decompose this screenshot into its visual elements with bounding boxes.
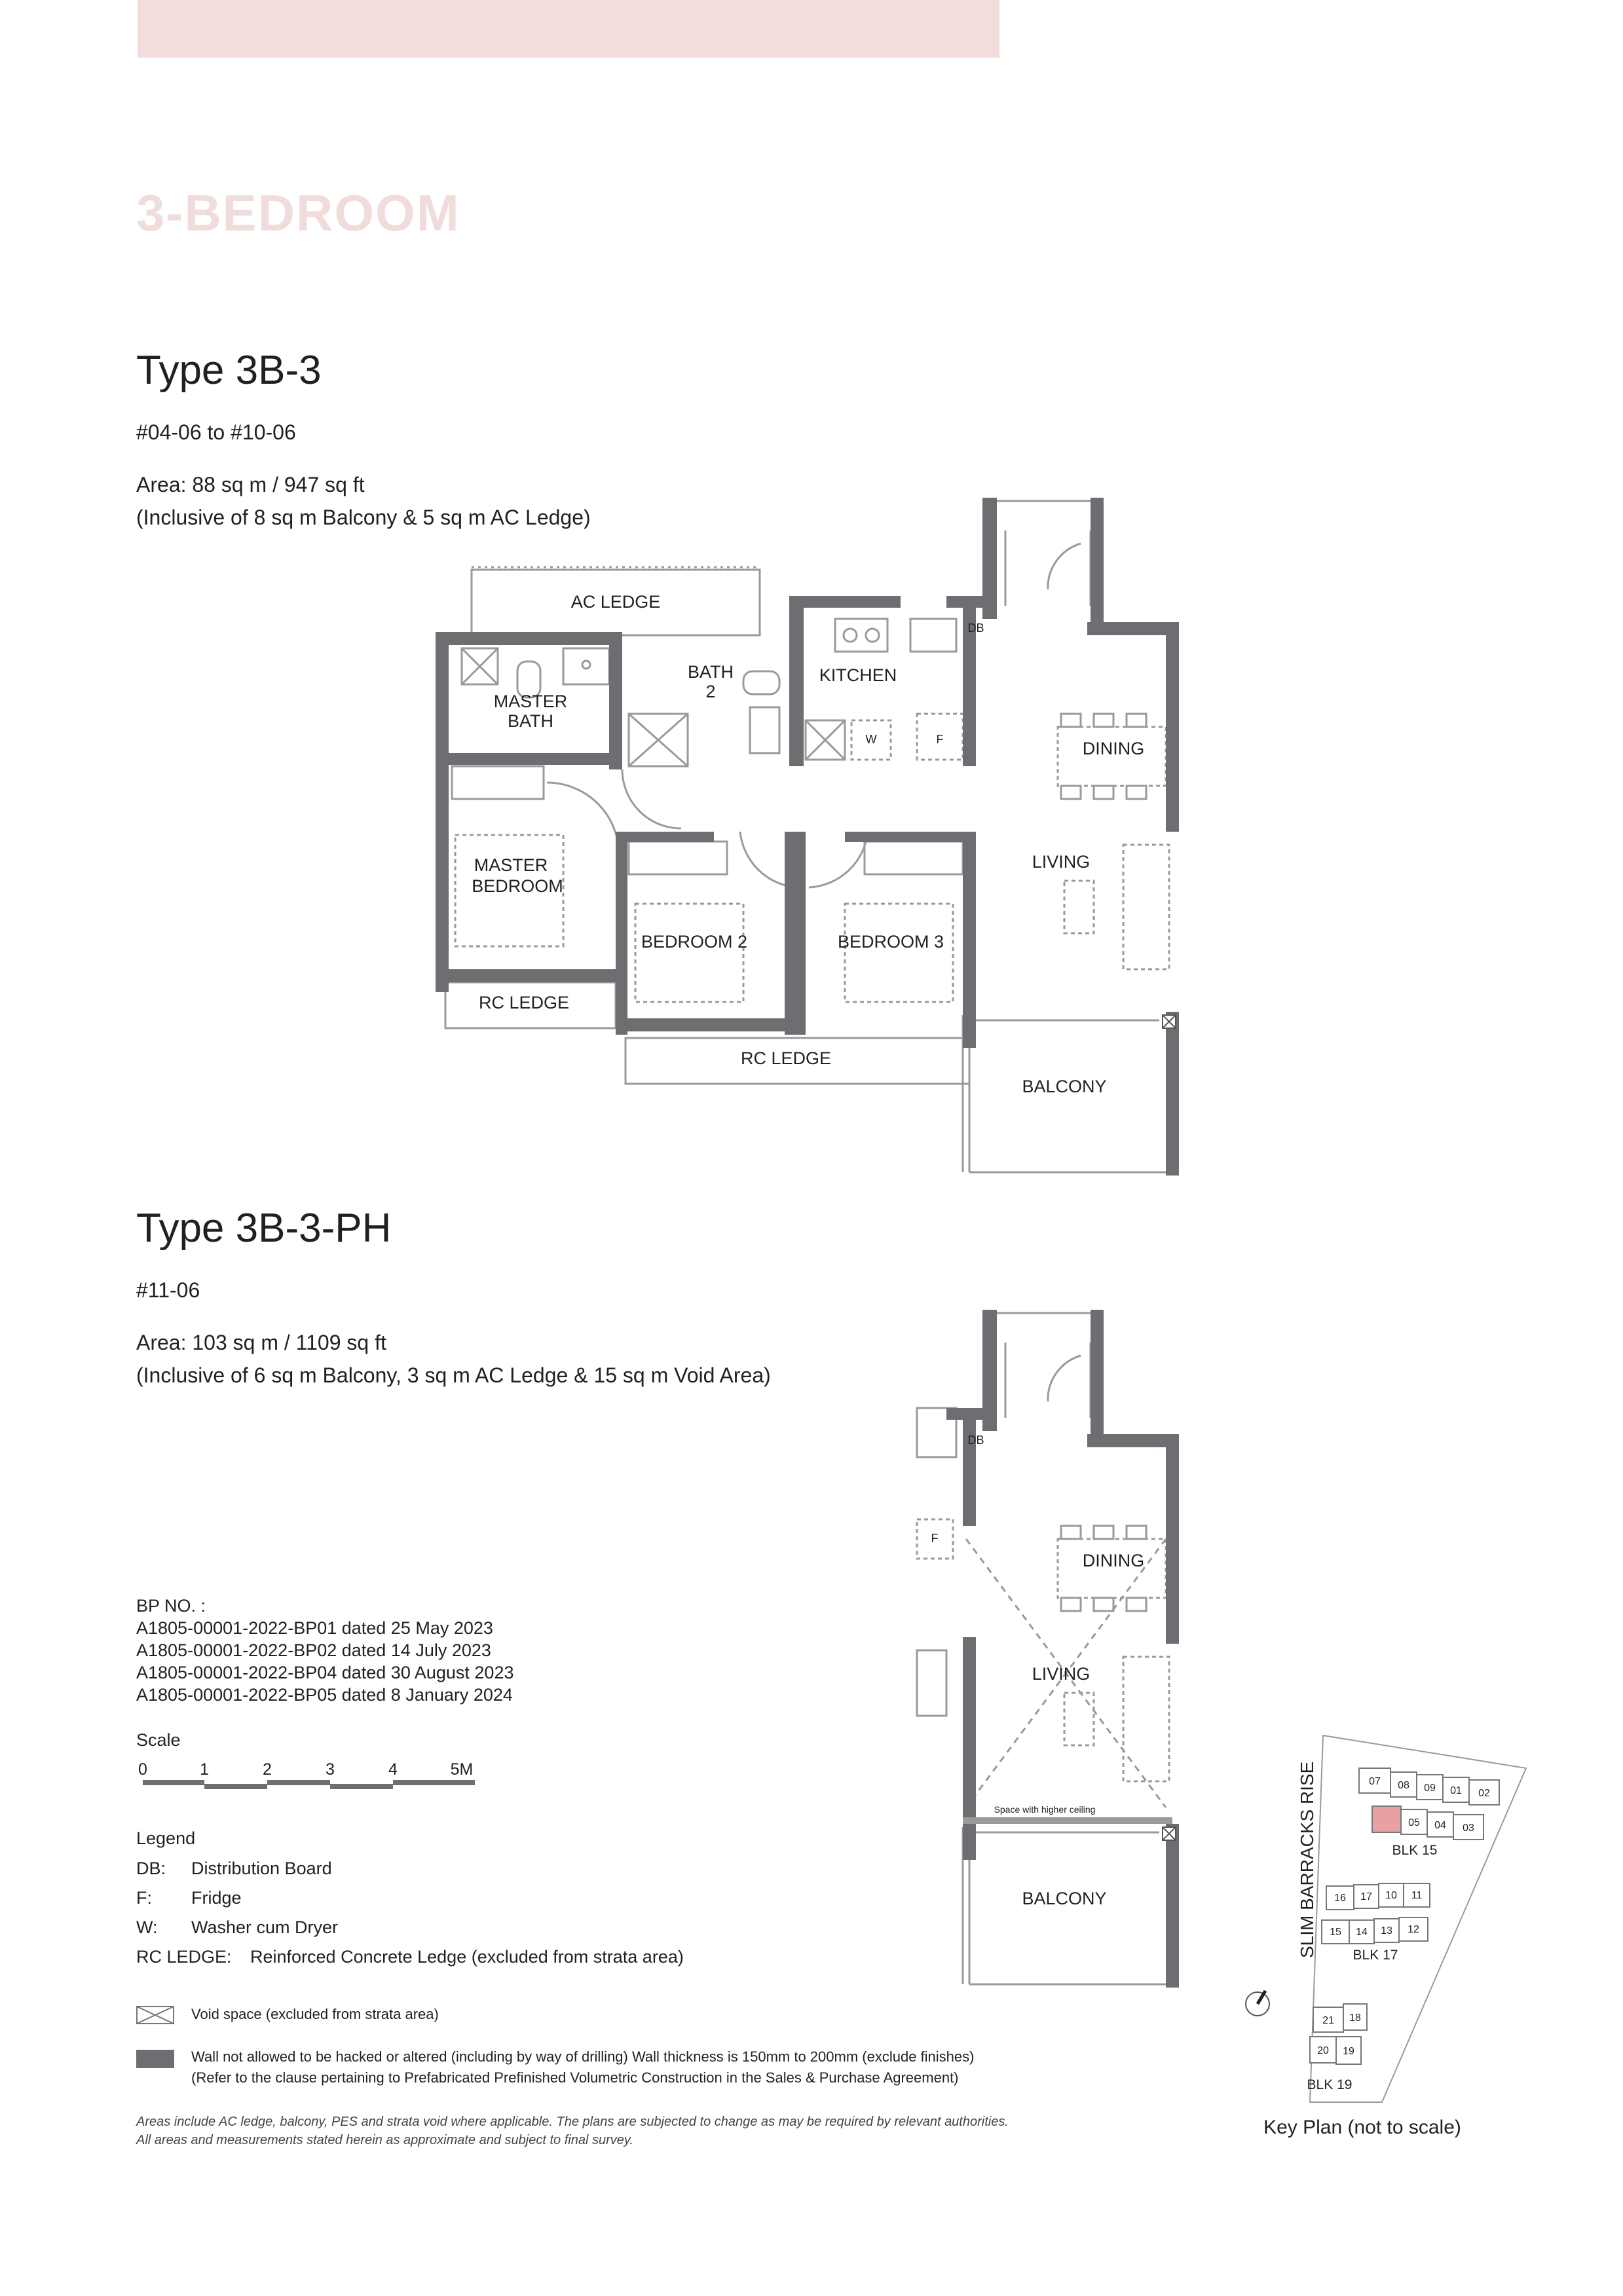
area-inclusive-text: (Inclusive of 8 sq m Balcony & 5 sq m AC Ledge)	[136, 506, 591, 529]
label-bath2-a: BATH	[687, 662, 734, 682]
basin-drain-icon	[582, 661, 590, 669]
scale-tick: 3	[326, 1760, 335, 1779]
label-bedroom-3: BEDROOM 3	[837, 932, 944, 952]
label-master-bedroom-a: MASTER	[474, 855, 548, 875]
void-legend-icon	[136, 2006, 176, 2026]
label-db: DB	[967, 621, 984, 635]
label-dining: DINING	[1082, 739, 1145, 758]
label-bath2-b: 2	[705, 682, 716, 701]
scale-tick: 1	[200, 1760, 209, 1779]
bp-line: A1805-00001-2022-BP01 dated 25 May 2023	[136, 1618, 493, 1638]
unit-number: 01	[1450, 1785, 1462, 1796]
coffee-table	[1064, 1693, 1094, 1745]
area-text: Area: 103 sq m / 1109 sq ft	[136, 1331, 386, 1354]
unit-number: 11	[1411, 1890, 1423, 1901]
unit-number: 15	[1330, 1927, 1341, 1938]
walls	[946, 1310, 1179, 1988]
door-swing	[547, 783, 619, 855]
key-plan	[1244, 1729, 1546, 2138]
type-title: Type 3B-3-PH	[136, 1206, 392, 1251]
scale-heading: Scale	[136, 1730, 181, 1750]
label-f: F	[936, 733, 944, 746]
bed-3	[845, 904, 953, 1002]
burner-icon	[866, 629, 879, 642]
walls	[436, 498, 1179, 1176]
legend-key: DB:	[136, 1859, 166, 1878]
wall-legend-note: (Refer to the clause pertaining to Prefabricated Prefinished Volumetric Construction in the Sales & Purchase Agreement)	[191, 2069, 959, 2086]
sofa	[1123, 1657, 1169, 1781]
block-label: BLK 19	[1307, 2077, 1352, 2092]
floor-plan-3b-3	[419, 491, 1192, 1179]
unit-number: 21	[1322, 2015, 1334, 2026]
unit-number: 13	[1381, 1925, 1392, 1936]
chair-icon	[1094, 786, 1113, 799]
unit-number: 14	[1356, 1927, 1368, 1938]
scale-tick: 4	[388, 1760, 398, 1779]
legend-value: Fridge	[191, 1888, 242, 1908]
unit-number: 04	[1434, 1820, 1446, 1831]
scale-tick: 5M	[450, 1760, 474, 1779]
sink-icon	[910, 619, 956, 652]
unit-number: 09	[1424, 1783, 1436, 1794]
unit-number: 08	[1398, 1780, 1409, 1791]
unit-numbers: #11-06	[136, 1278, 200, 1302]
label-db: DB	[967, 1434, 984, 1447]
wardrobe	[629, 842, 727, 874]
legend-heading: Legend	[136, 1828, 196, 1848]
label-rc-ledge: RC LEDGE	[740, 1048, 832, 1068]
entrance-door-swing	[1048, 544, 1081, 589]
label-master-bath-b: BATH	[507, 711, 554, 731]
disclaimer-line: Areas include AC ledge, balcony, PES and strata void where applicable. The plans are subjected to change as may be required by relevant authorities.	[136, 2115, 1009, 2129]
label-kitchen: KITCHEN	[819, 665, 897, 685]
scale-bar	[131, 1755, 498, 1794]
unit-number: 03	[1463, 1823, 1474, 1834]
block-label: BLK 15	[1392, 1843, 1438, 1858]
road-name: SLIM BARRACKS RISE	[1297, 1761, 1317, 1958]
label-master-bath-a: MASTER	[493, 692, 568, 711]
wall-legend-swatch	[136, 2050, 174, 2068]
header-band	[138, 0, 999, 58]
wardrobe	[452, 766, 544, 799]
legend-key: W:	[136, 1917, 158, 1937]
floor-plan-3b-3-ph	[910, 1303, 1192, 1984]
bed-2	[635, 904, 743, 1002]
label-f: F	[931, 1532, 939, 1545]
label-master-bedroom-b: BEDROOM	[472, 876, 563, 896]
unit-number: 19	[1343, 2046, 1354, 2057]
label-living: LIVING	[1032, 1664, 1091, 1684]
label-higher-ceiling: Space with higher ceiling	[994, 1804, 1096, 1815]
label-rc-ledge: RC LEDGE	[478, 993, 570, 1012]
unit-number: 02	[1478, 1788, 1490, 1799]
bath2-toilet-icon	[743, 671, 779, 694]
legend-key: RC LEDGE:	[136, 1947, 232, 1967]
legend-value: Distribution Board	[191, 1859, 332, 1878]
unit-number: 18	[1349, 2012, 1361, 2024]
chair-icon	[1127, 714, 1146, 727]
label-ac-ledge: AC LEDGE	[570, 592, 661, 612]
label-w: W	[865, 733, 877, 746]
unit-number: 12	[1408, 1924, 1419, 1935]
scale-tick: 2	[263, 1760, 272, 1779]
label-balcony: BALCONY	[1022, 1889, 1107, 1908]
chair-icon	[1061, 786, 1081, 799]
sofa	[1123, 845, 1169, 969]
label-living: LIVING	[1032, 852, 1091, 872]
chair-icon	[1094, 714, 1113, 727]
unit-numbers: #04-06 to #10-06	[136, 420, 296, 444]
key-plan-caption: Key Plan (not to scale)	[1263, 2117, 1461, 2138]
basin-icon	[563, 648, 609, 684]
unit-number: 16	[1334, 1893, 1346, 1904]
bp-line: A1805-00001-2022-BP05 dated 8 January 2024	[136, 1685, 513, 1705]
legend-key: F:	[136, 1888, 152, 1908]
burner-icon	[844, 629, 857, 642]
area-inclusive-text: (Inclusive of 6 sq m Balcony, 3 sq m AC Ledge & 15 sq m Void Area)	[136, 1363, 771, 1387]
unit-highlight	[1372, 1806, 1401, 1832]
bp-heading: BP NO. :	[136, 1596, 206, 1616]
legend-value: Washer cum Dryer	[191, 1917, 339, 1937]
chair-icon	[1127, 786, 1146, 799]
door-swing	[622, 769, 681, 828]
chair-icon	[1061, 714, 1081, 727]
bp-line: A1805-00001-2022-BP04 dated 30 August 2023	[136, 1663, 514, 1682]
label-balcony: BALCONY	[1022, 1077, 1107, 1096]
unit-number: 10	[1385, 1890, 1397, 1901]
disclaimer-line: All areas and measurements stated herein as approximate and subject to final survey.	[136, 2133, 633, 2147]
block-label: BLK 17	[1352, 1948, 1398, 1963]
void-legend-text: Void space (excluded from strata area)	[191, 2006, 439, 2022]
wall-legend-text: Wall not allowed to be hacked or altered (including by way of drilling) Wall thickness is 150mm to 200mm (exclude finishes)	[191, 2048, 975, 2065]
wardrobe	[865, 842, 963, 874]
legend-value: Reinforced Concrete Ledge (excluded from strata area)	[250, 1947, 684, 1967]
unit-number: 20	[1317, 2045, 1329, 2056]
unit-number: 05	[1408, 1817, 1420, 1828]
unit-number: 07	[1369, 1776, 1381, 1787]
type-title: Type 3B-3	[136, 348, 322, 393]
label-bedroom-2: BEDROOM 2	[641, 932, 748, 952]
unit-category-title: 3-BEDROOM	[136, 184, 460, 242]
coffee-table	[1064, 881, 1094, 933]
unit-number: 17	[1360, 1891, 1372, 1902]
bath2-basin-icon	[750, 707, 779, 753]
area-text: Area: 88 sq m / 947 sq ft	[136, 473, 365, 496]
partial-room-outline	[917, 1650, 946, 1716]
bp-line: A1805-00001-2022-BP02 dated 14 July 2023	[136, 1640, 491, 1660]
entrance-door-swing	[1048, 1356, 1081, 1401]
label-dining: DINING	[1082, 1551, 1145, 1570]
scale-tick: 0	[138, 1760, 147, 1779]
